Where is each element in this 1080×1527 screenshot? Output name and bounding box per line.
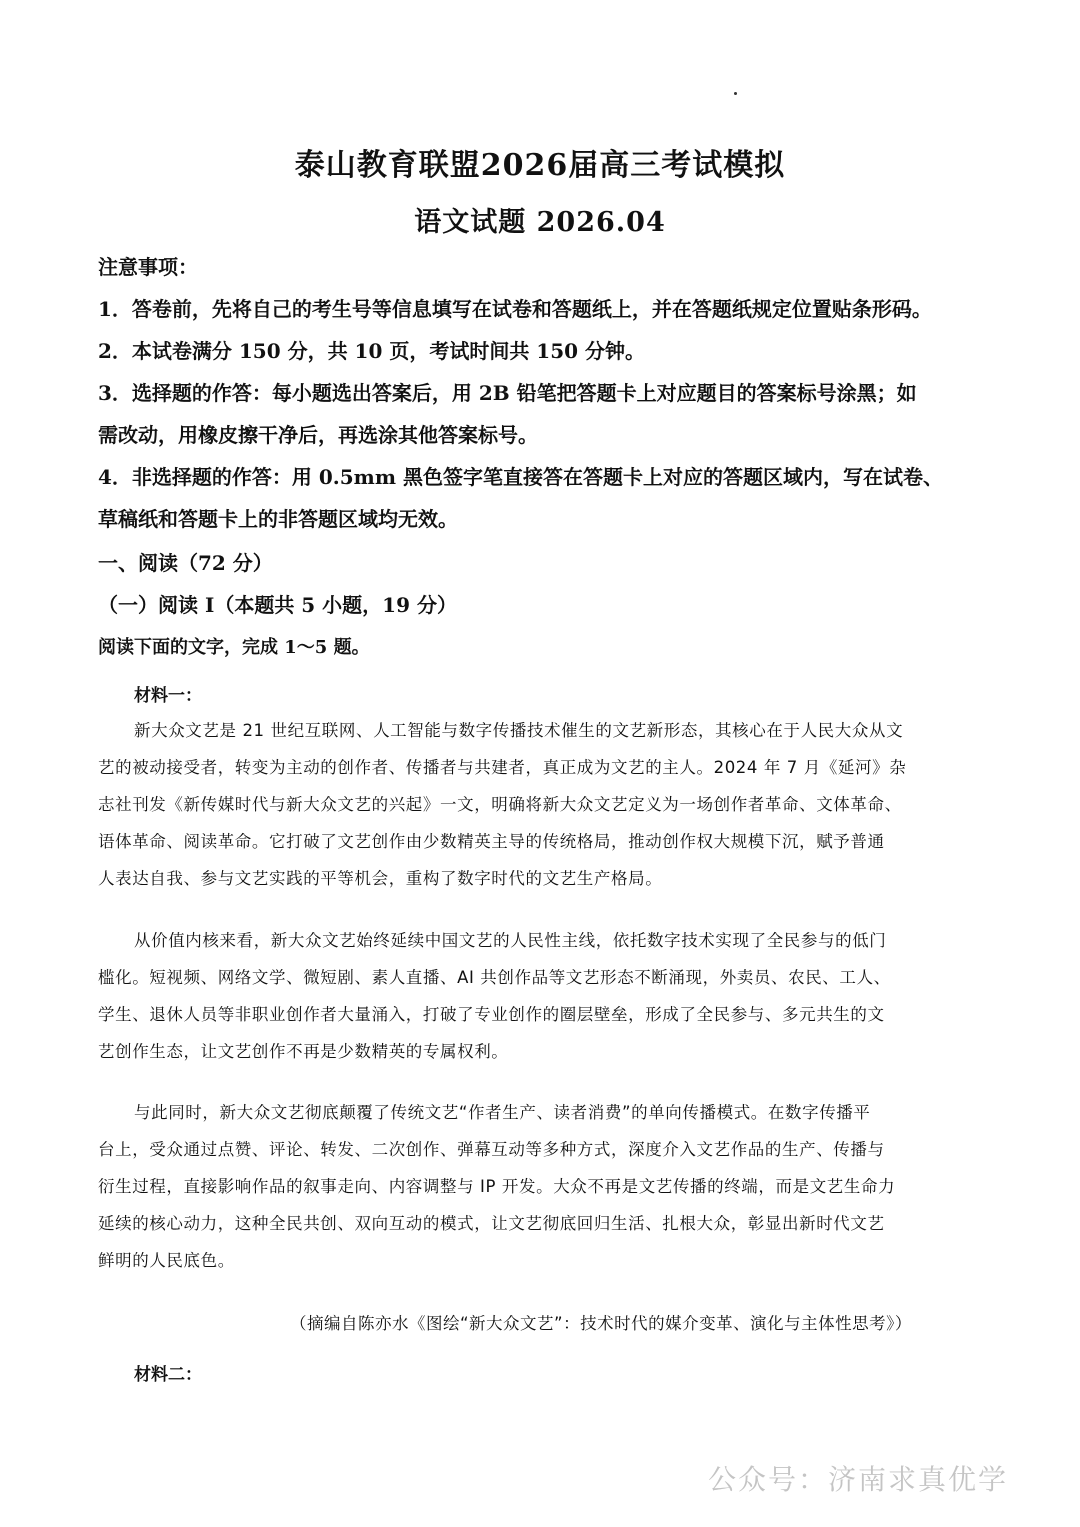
- paragraph-line: 志社刊发《新传媒时代与新大众文艺的兴起》一文，明确将新大众文艺定义为一场创作者革命、文体革命、: [98, 795, 902, 814]
- notice-item: 需改动，用橡皮擦干净后，再选涂其他答案标号。: [98, 423, 538, 447]
- paragraph-line: 新大众文艺是 21 世纪互联网、人工智能与数字传播技术催生的文艺新形态，其核心在于人民大众从文: [134, 721, 904, 740]
- paragraph-line: 从价值内核来看，新大众文艺始终延续中国文艺的人民性主线，依托数字技术实现了全民参与的低门: [134, 931, 887, 950]
- exam-title: 泰山教育联盟2026届高三考试模拟: [294, 148, 786, 183]
- paragraph-line: 槛化。短视频、网络文学、微短剧、素人直播、AI 共创作品等文艺形态不断涌现，外卖员、农民、工人、: [98, 968, 891, 987]
- notice-item: 4．非选择题的作答：用 0.5mm 黑色签字笔直接答在答题卡上对应的答题区域内，写在试卷、: [98, 465, 943, 489]
- subsection-heading: （一）阅读 I（本题共 5 小题，19 分）: [98, 593, 457, 617]
- watermark: 公众号：济南求真优学: [708, 1463, 1009, 1496]
- source-citation: （摘编自陈亦水《图绘“新大众文艺”：技术时代的媒介变革、演化与主体性思考》）: [290, 1314, 912, 1333]
- notice-item: 草稿纸和答题卡上的非答题区域均无效。: [98, 507, 458, 531]
- paragraph-line: 学生、退休人员等非职业创作者大量涌入，打破了专业创作的圈层壁垒，形成了全民参与、多元共生的文: [98, 1005, 885, 1024]
- paragraph-line: 语体革命、阅读革命。它打破了文艺创作由少数精英主导的传统格局，推动创作权大规模下沉，赋予普通: [98, 832, 885, 851]
- paragraph-line: 艺创作生态，让文艺创作不再是少数精英的专属权利。: [98, 1042, 509, 1061]
- reading-instruction: 阅读下面的文字，完成 1～5 题。: [98, 637, 370, 658]
- material-label: 材料一：: [134, 686, 202, 706]
- notice-item: 2．本试卷满分 150 分，共 10 页，考试时间共 150 分钟。: [98, 339, 646, 363]
- paragraph-line: 艺的被动接受者，转变为主动的创作者、传播者与共建者，真正成为文艺的主人。2024 年 7 月《延河》杂: [98, 758, 907, 777]
- notice-heading: 注意事项：: [98, 255, 198, 279]
- paragraph-line: 鲜明的人民底色。: [98, 1251, 235, 1270]
- paragraph-line: 衍生过程，直接影响作品的叙事走向、内容调整与 IP 开发。大众不再是文艺传播的终端，而是文艺生命力: [98, 1177, 896, 1196]
- section-heading: 一、阅读（72 分）: [98, 551, 273, 575]
- paragraph-line: 与此同时，新大众文艺彻底颠覆了传统文艺“作者生产、读者消费”的单向传播模式。在数字传播平: [134, 1103, 871, 1122]
- paragraph-line: 台上，受众通过点赞、评论、转发、二次创作、弹幕互动等多种方式，深度介入文艺作品的生产、传播与: [98, 1140, 885, 1159]
- paragraph-line: 延续的核心动力，这种全民共创、双向互动的模式，让文艺彻底回归生活、扎根大众，彰显出新时代文艺: [98, 1214, 885, 1233]
- notice-item: 1．答卷前，先将自己的考生号等信息填写在试卷和答题纸上，并在答题纸规定位置贴条形码。: [98, 297, 932, 321]
- notice-item: 3．选择题的作答：每小题选出答案后，用 2B 铅笔把答题卡上对应题目的答案标号涂黑；如: [98, 381, 917, 405]
- paragraph-line: 人表达自我、参与文艺实践的平等机会，重构了数字时代的文艺生产格局。: [98, 869, 663, 888]
- exam-subtitle: 语文试题 2026.04: [414, 207, 666, 238]
- scan-dot: [734, 92, 737, 95]
- material-label: 材料二：: [134, 1365, 202, 1385]
